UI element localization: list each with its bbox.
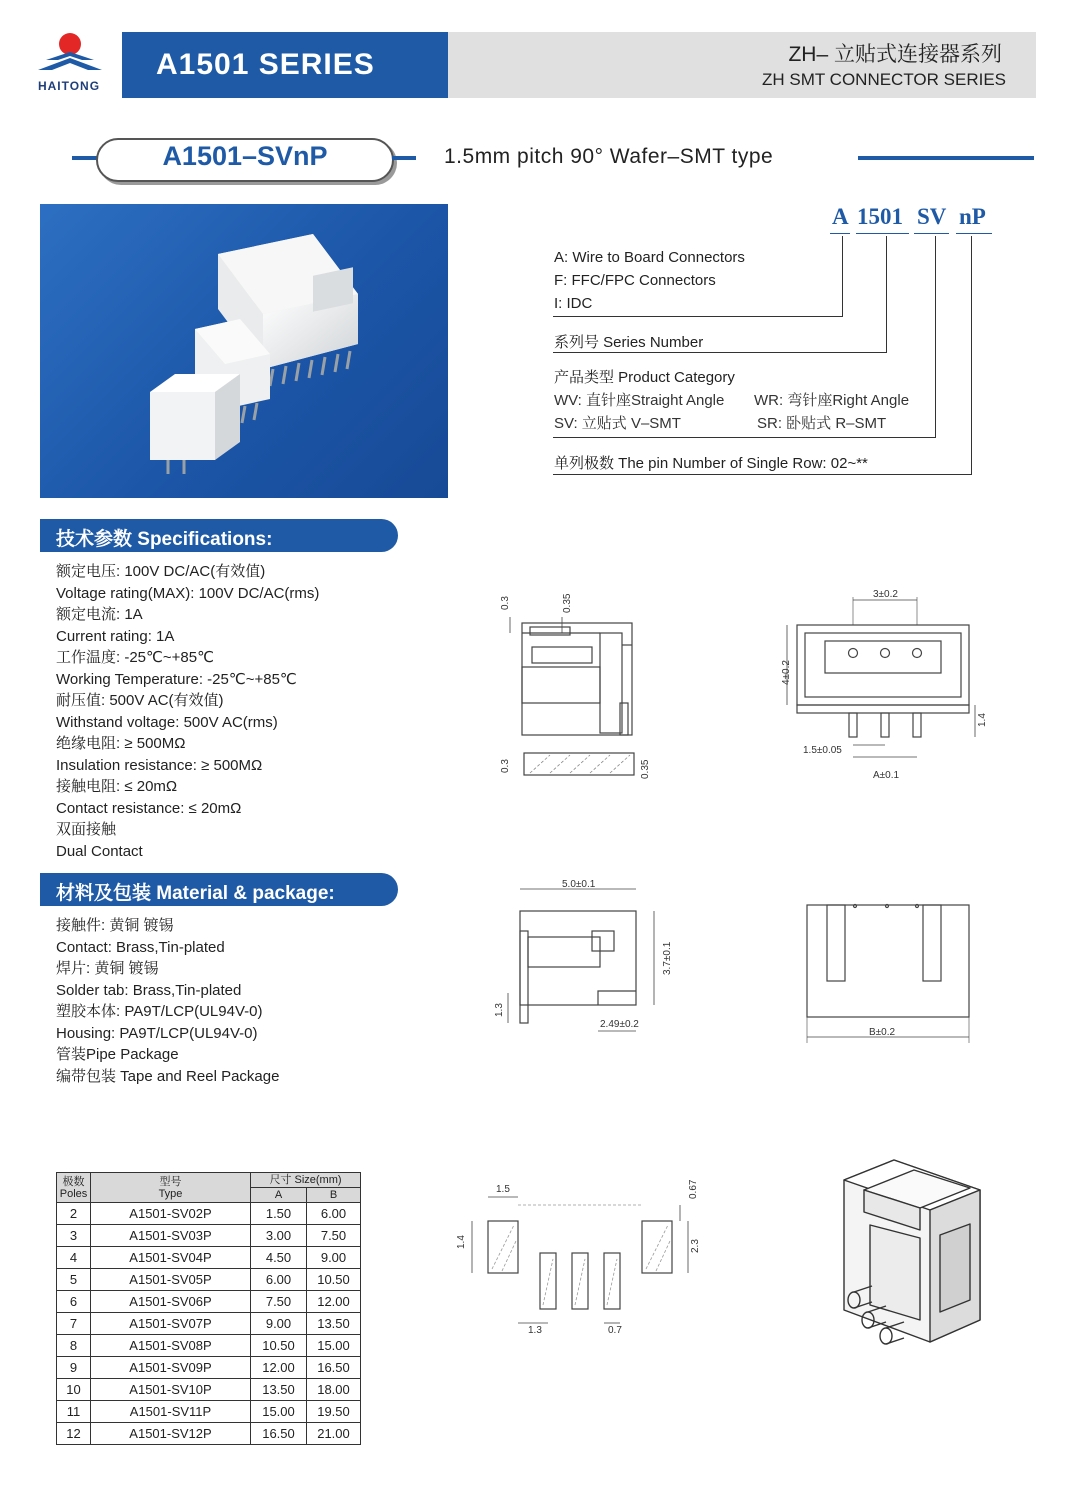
cell-b: 7.50 — [307, 1225, 361, 1247]
pn-part-a: A — [832, 204, 849, 229]
cell-b: 6.00 — [307, 1203, 361, 1225]
dim-label: B±0.2 — [869, 1027, 896, 1038]
dim-label: 4±0.2 — [781, 660, 792, 685]
drawing-back-view — [795, 895, 980, 1050]
header-b: B — [307, 1188, 361, 1203]
dim-label: 0.7 — [608, 1325, 622, 1335]
cell-poles: 10 — [57, 1379, 91, 1401]
rule — [553, 474, 972, 475]
table-row — [57, 1247, 361, 1269]
cell-a: 15.00 — [251, 1401, 307, 1423]
dim-label: 2.49±0.2 — [600, 1019, 639, 1030]
spec-line: 额定电流: 1A — [56, 606, 143, 623]
pn-part-poles: nP — [959, 204, 986, 229]
cell-a: 1.50 — [251, 1203, 307, 1225]
cell-poles: 2 — [57, 1203, 91, 1225]
cell-type: A1501-SV05P — [91, 1269, 251, 1291]
table-row — [57, 1225, 361, 1247]
model-line-right — [858, 156, 1034, 160]
table-row — [57, 1357, 361, 1379]
cell-type: A1501-SV12P — [91, 1423, 251, 1445]
spec-line: Contact resistance: ≤ 20mΩ — [56, 799, 242, 817]
cell-poles: 12 — [57, 1423, 91, 1445]
dim-label: 1.3 — [528, 1325, 542, 1335]
cell-type: A1501-SV07P — [91, 1313, 251, 1335]
cell-poles: 11 — [57, 1401, 91, 1423]
cell-b: 9.00 — [307, 1247, 361, 1269]
pn-part-series: 1501 — [857, 204, 903, 229]
cell-type: A1501-SV09P — [91, 1357, 251, 1379]
table-row — [57, 1313, 361, 1335]
category-wr: WR: 弯针座Right Angle — [754, 392, 910, 409]
cell-b: 15.00 — [307, 1335, 361, 1357]
dim-label: 2.3 — [690, 1239, 701, 1253]
material-line: 塑胶本体: PA9T/LCP(UL94V-0) — [56, 1003, 263, 1020]
pn-connector-line — [971, 236, 972, 474]
spec-line: Working Temperature: -25℃~+85℃ — [56, 670, 297, 688]
dim-label: 1.4 — [977, 713, 988, 727]
cell-b: 18.00 — [307, 1379, 361, 1401]
table-body — [57, 1203, 361, 1445]
dim-label: 0.3 — [500, 596, 511, 610]
cell-poles: 5 — [57, 1269, 91, 1291]
spec-line: 双面接触 — [56, 821, 117, 838]
rule — [553, 437, 936, 438]
header-type-en: Type — [158, 1187, 183, 1200]
cell-type: A1501-SV06P — [91, 1291, 251, 1313]
dim-label: 3.7±0.1 — [662, 941, 673, 975]
drawing-pad-layout — [450, 1175, 710, 1335]
header-poles — [57, 1173, 91, 1203]
dim-label: 1.3 — [494, 1003, 505, 1017]
table-row — [57, 1291, 361, 1313]
spec-line: 绝缘电阻: ≥ 500MΩ — [56, 735, 186, 752]
specifications-list — [56, 561, 319, 862]
material-line: 焊片: 黄铜 镀锡 — [56, 960, 159, 977]
series-title: A1501 SERIES — [156, 48, 375, 81]
pn-part-type: SV — [917, 204, 947, 229]
table-row — [57, 1335, 361, 1357]
material-list — [56, 915, 279, 1087]
material-line: 管装Pipe Package — [56, 1046, 179, 1063]
cell-type: A1501-SV11P — [91, 1401, 251, 1423]
drawing-front-view — [775, 585, 995, 785]
cell-poles: 8 — [57, 1335, 91, 1357]
dim-label: A±0.1 — [873, 770, 900, 781]
dim-label: 0.3 — [500, 759, 511, 773]
size-table — [56, 1172, 361, 1445]
rule — [553, 316, 843, 317]
category-sr: SR: 卧贴式 R–SMT — [757, 415, 887, 432]
material-line: 接触件: 黄铜 镀锡 — [56, 917, 174, 934]
series-number-label: 系列号 Series Number — [554, 334, 704, 351]
material-line: 编带包装 Tape and Reel Package — [56, 1067, 280, 1085]
pn-connector-line — [886, 236, 887, 352]
cell-a: 4.50 — [251, 1247, 307, 1269]
pn-underline — [914, 233, 949, 234]
dim-label: 3±0.2 — [873, 589, 898, 600]
rule — [553, 352, 887, 353]
cell-poles: 3 — [57, 1225, 91, 1247]
table-row — [57, 1379, 361, 1401]
cell-b: 10.50 — [307, 1269, 361, 1291]
specifications-title: 技术参数 Specifications: — [56, 529, 273, 550]
cell-type: A1501-SV10P — [91, 1379, 251, 1401]
spec-line: Withstand voltage: 500V AC(rms) — [56, 713, 278, 731]
pin-number-label: 单列极数 The pin Number of Single Row: 02~** — [554, 455, 868, 472]
table-row — [57, 1423, 361, 1445]
header-title-en: ZH SMT CONNECTOR SERIES — [761, 70, 1006, 89]
pn-connector-line — [842, 236, 843, 316]
cell-b: 13.50 — [307, 1313, 361, 1335]
table-row — [57, 1401, 361, 1423]
type-line: F: FFC/FPC Connectors — [554, 272, 716, 289]
cell-a: 6.00 — [251, 1269, 307, 1291]
connector-photo-icon — [40, 204, 448, 498]
drawing-side-view — [490, 585, 680, 785]
table-row — [57, 1269, 361, 1291]
spec-line: Current rating: 1A — [56, 627, 175, 645]
table-header-row — [57, 1173, 361, 1188]
model-description: 1.5mm pitch 90° Wafer–SMT type — [444, 145, 774, 168]
model-line-left — [72, 156, 98, 160]
cell-a: 16.50 — [251, 1423, 307, 1445]
cell-poles: 6 — [57, 1291, 91, 1313]
dim-label: 1.5±0.05 — [803, 745, 842, 756]
dim-label: 1.4 — [456, 1235, 467, 1249]
cell-b: 12.00 — [307, 1291, 361, 1313]
header-type-cn: 型号 — [159, 1175, 182, 1188]
spec-line: 接触电阻: ≤ 20mΩ — [56, 778, 178, 795]
spec-line: 耐压值: 500V AC(有效值) — [56, 692, 224, 709]
spec-line: Voltage rating(MAX): 100V DC/AC(rms) — [56, 584, 320, 602]
model-line-mid — [392, 156, 416, 160]
category-sv: SV: 立贴式 V–SMT — [554, 415, 681, 432]
pn-underline — [856, 233, 909, 234]
logo-mark-icon — [16, 30, 122, 98]
pn-connector-line — [935, 236, 936, 437]
header-type — [91, 1173, 251, 1203]
dim-label: 0.67 — [688, 1179, 699, 1199]
header-poles-cn: 极数 — [62, 1175, 85, 1188]
cell-poles: 4 — [57, 1247, 91, 1269]
material-line: Solder tab: Brass,Tin-plated — [56, 981, 242, 999]
cell-poles: 9 — [57, 1357, 91, 1379]
table-row — [57, 1203, 361, 1225]
dim-label: 5.0±0.1 — [562, 879, 596, 890]
cell-type: A1501-SV08P — [91, 1335, 251, 1357]
category-title: 产品类型 Product Category — [554, 369, 735, 386]
cell-b: 16.50 — [307, 1357, 361, 1379]
cell-type: A1501-SV04P — [91, 1247, 251, 1269]
dim-label: 0.35 — [562, 593, 573, 613]
type-line: I: IDC — [554, 295, 593, 312]
logo-text: HAITONG — [37, 79, 101, 93]
material-title: 材料及包装 Material & package: — [56, 883, 335, 904]
spec-line: 额定电压: 100V DC/AC(有效值) — [56, 563, 266, 580]
header-a: A — [251, 1188, 307, 1203]
material-line: Contact: Brass,Tin-plated — [56, 938, 225, 956]
drawing-3d-view — [830, 1150, 1005, 1350]
spec-line: 工作温度: -25℃~+85℃ — [56, 649, 214, 666]
dim-label: 1.5 — [496, 1184, 510, 1195]
haitong-logo — [16, 30, 122, 98]
pn-underline — [956, 233, 992, 234]
type-line: A: Wire to Board Connectors — [554, 249, 745, 266]
header-title-cn: ZH– 立贴式连接器系列 — [788, 43, 1002, 66]
cell-b: 21.00 — [307, 1423, 361, 1445]
header-poles-en: Poles — [59, 1187, 88, 1200]
cell-b: 19.50 — [307, 1401, 361, 1423]
cell-a: 7.50 — [251, 1291, 307, 1313]
cell-type: A1501-SV03P — [91, 1225, 251, 1247]
cell-a: 3.00 — [251, 1225, 307, 1247]
material-line: Housing: PA9T/LCP(UL94V-0) — [56, 1024, 258, 1042]
drawing-side-view-2 — [488, 875, 688, 1035]
pn-underline — [830, 233, 850, 234]
spec-line: Insulation resistance: ≥ 500MΩ — [56, 756, 263, 774]
model-title: A1501–SVnP — [162, 141, 328, 171]
cell-type: A1501-SV02P — [91, 1203, 251, 1225]
cell-a: 10.50 — [251, 1335, 307, 1357]
cell-a: 13.50 — [251, 1379, 307, 1401]
cell-poles: 7 — [57, 1313, 91, 1335]
spec-line: Dual Contact — [56, 842, 143, 860]
category-wv: WV: 直针座Straight Angle — [554, 392, 725, 409]
header-size: 尺寸 Size(mm) — [251, 1173, 361, 1188]
cell-a: 9.00 — [251, 1313, 307, 1335]
dim-label: 0.35 — [640, 759, 651, 779]
product-photo — [40, 204, 448, 498]
cell-a: 12.00 — [251, 1357, 307, 1379]
